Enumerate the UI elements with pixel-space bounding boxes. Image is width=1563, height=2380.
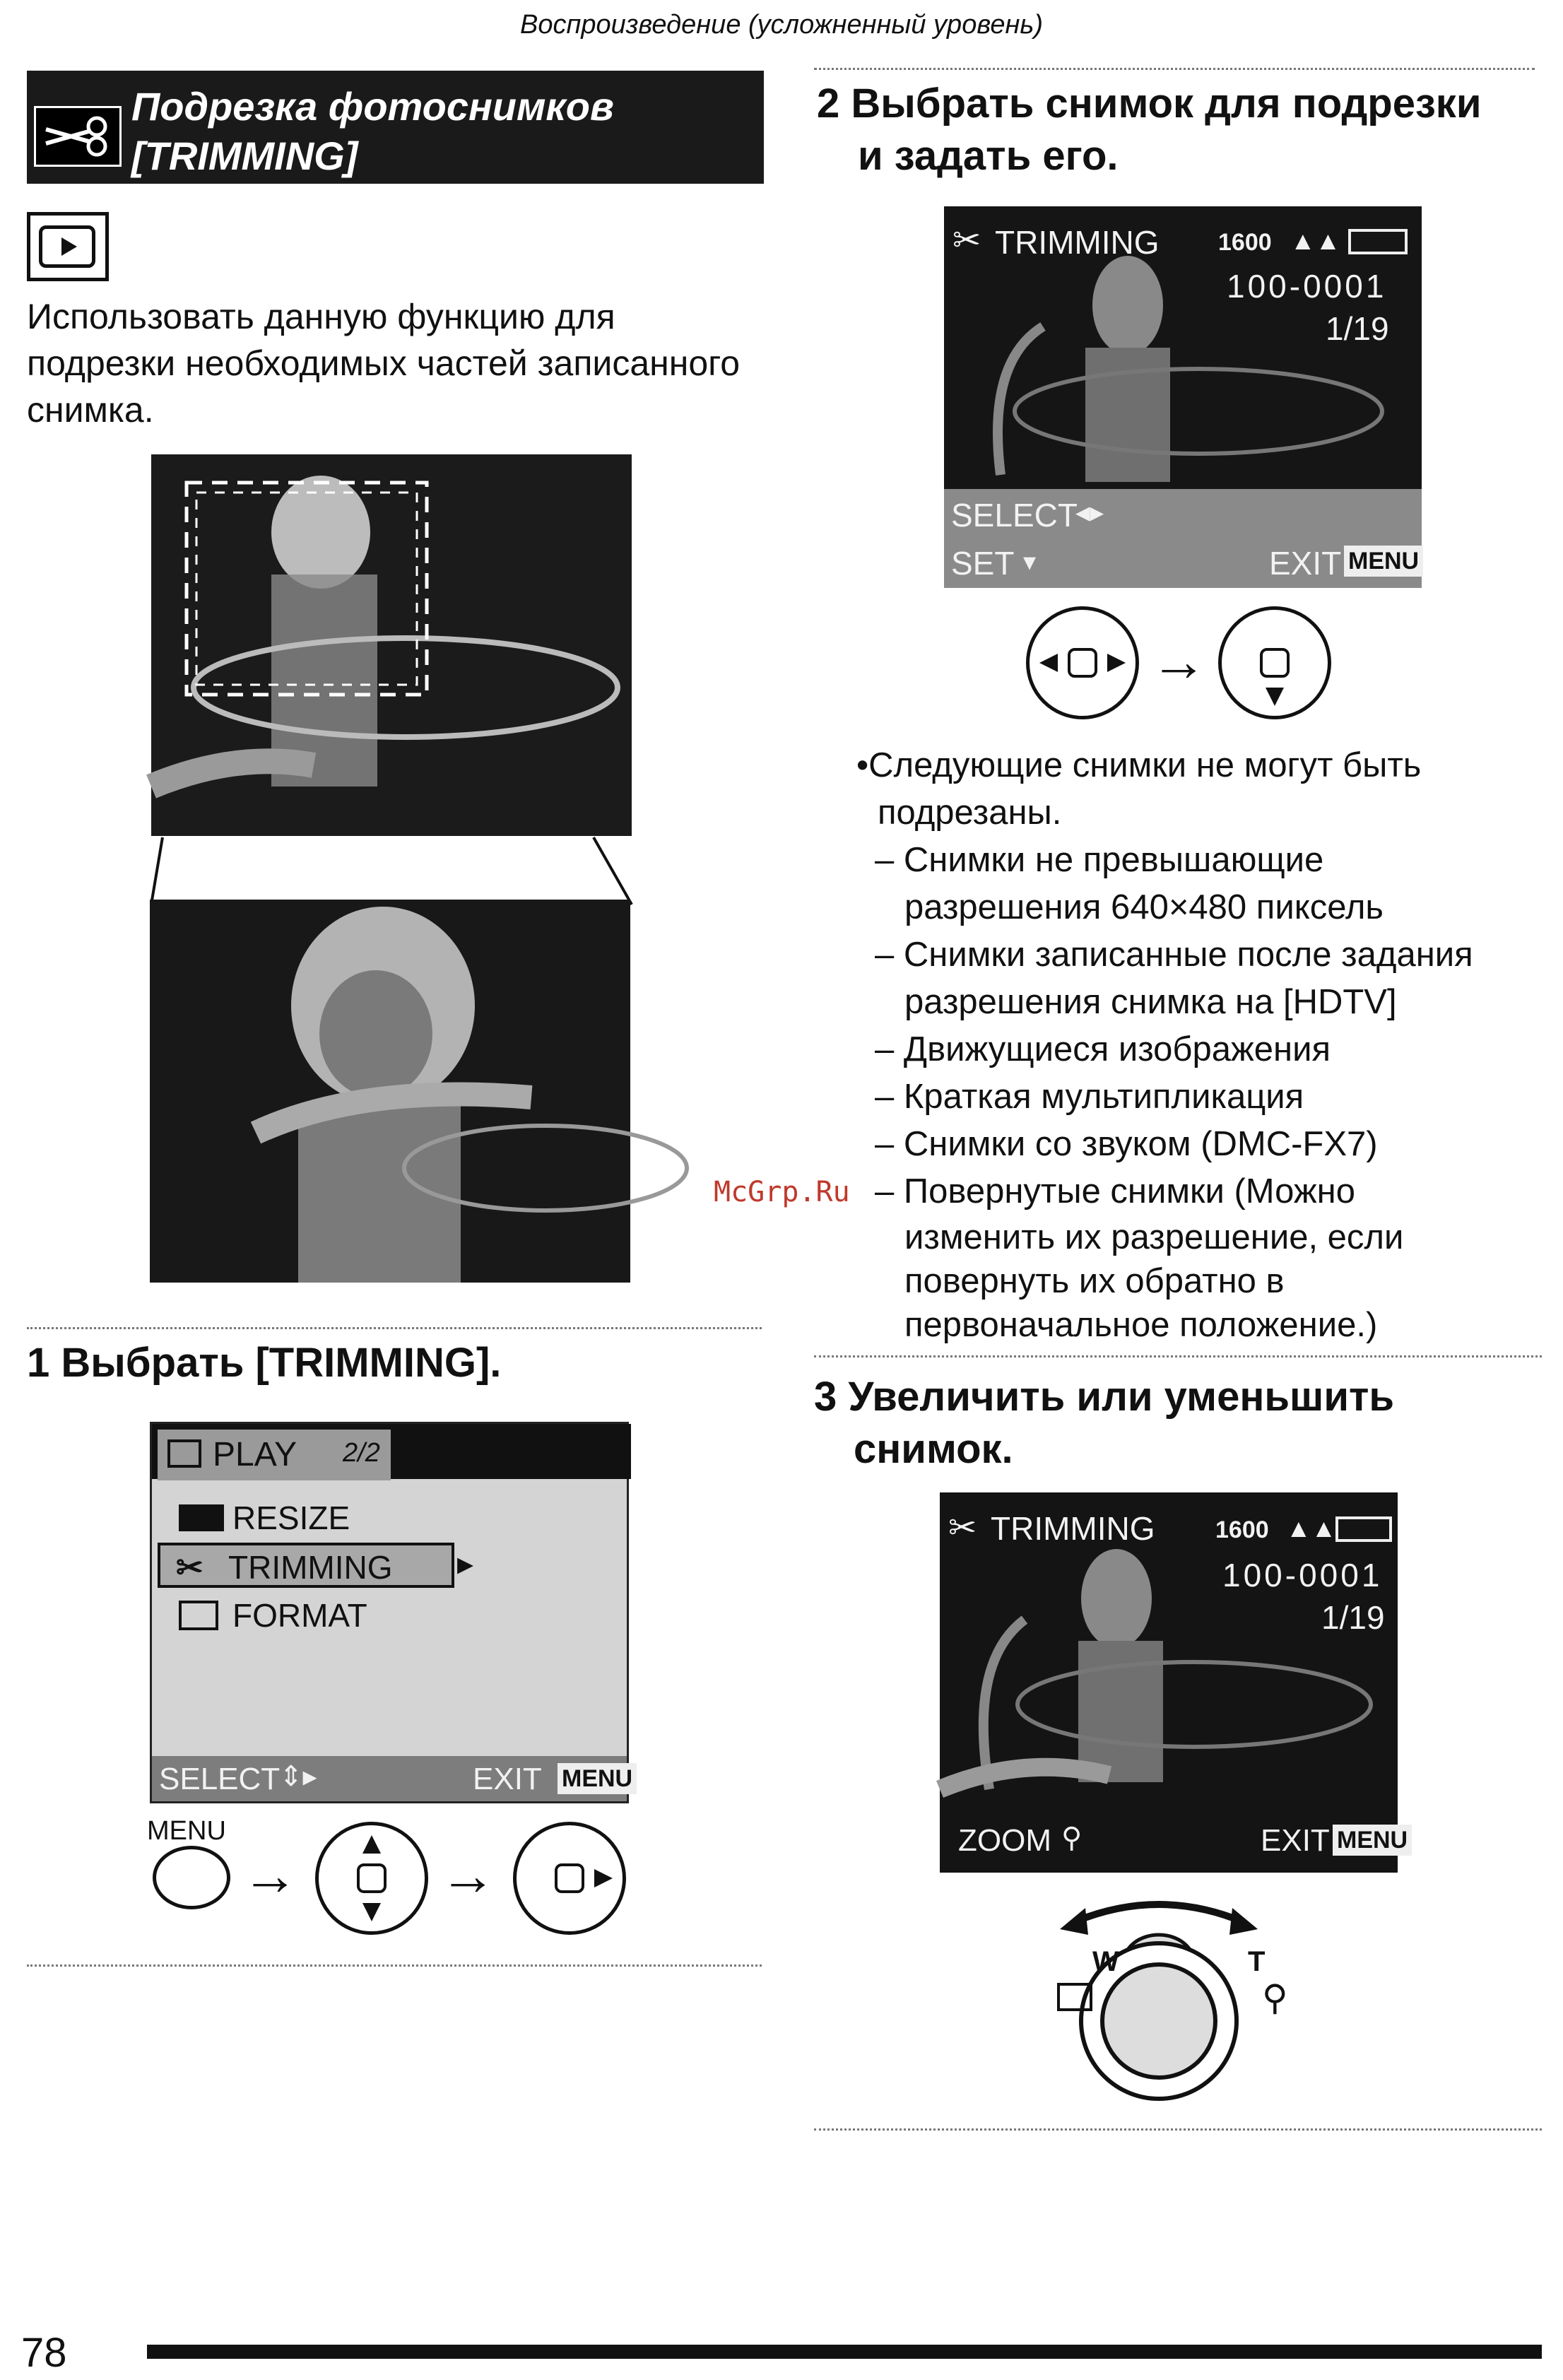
list-item: – Движущиеся изображения [875,1030,1331,1068]
dpad-left-right[interactable] [1026,606,1139,719]
playback-mode-icon [27,212,109,281]
menu-badge: MENU [558,1763,637,1794]
section-banner [27,71,764,184]
arrow-right-icon: → [1150,630,1207,693]
step1-heading [27,1337,501,1389]
step2-number: 2 [817,81,840,126]
resolution-label: 1600 [1215,1516,1269,1543]
quality-icon: ▲▲ [1286,1514,1337,1543]
file-number: 100-0001 [1222,1557,1383,1593]
list-item-cont: повернуть их обратно в [904,1262,1285,1300]
menu-item-resize[interactable] [158,1495,582,1537]
screen-footer-bar [944,489,1422,588]
image-count: 1/19 [1321,1599,1385,1636]
resolution-label: 1600 [1218,229,1272,256]
mode-label: TRIMMING [995,224,1160,261]
divider [814,1355,1542,1357]
camera-screen-menu [150,1422,633,1803]
exit-label: EXIT [1269,545,1342,582]
leftright-arrows-icon: ◂▸ [1075,497,1104,528]
step2-title-cont: и задать его. [858,133,1119,179]
arrow-right-icon: → [242,1844,298,1907]
submenu-arrow-icon: ▸ [457,1545,474,1581]
notes-list [856,742,1556,1347]
step1-title: Выбрать [TRIMMING]. [61,1340,502,1386]
file-number: 100-0001 [1227,268,1387,305]
menu-item-label: FORMAT [232,1597,367,1634]
divider [814,68,1535,70]
exit-label: EXIT [473,1762,542,1796]
menu-item-format[interactable] [158,1593,582,1636]
list-item-cont: разрешения снимка на [HDTV] [904,983,1397,1021]
list-item-cont: изменить их разрешение, если [904,1218,1404,1256]
exit-label: EXIT [1261,1823,1330,1858]
resize-icon [179,1504,224,1531]
menu-badge: MENU [1333,1825,1412,1856]
list-item-cont: разрешения 640×480 пиксель [904,888,1384,926]
step3-title-cont: снимок. [854,1426,1013,1472]
list-item-cont: первоначальное положение.) [904,1306,1378,1344]
scissors-icon: ✂ [952,222,981,259]
dpad-down[interactable] [1218,606,1331,719]
page-number: 78 [21,2330,67,2376]
divider [27,1964,762,1967]
dpad-up-down[interactable] [315,1822,428,1935]
battery-icon [1335,1516,1392,1542]
menu-button[interactable] [153,1846,230,1909]
lever-w-label: W [1092,1946,1119,1977]
list-item: – Краткая мультипликация [875,1078,1304,1116]
select-label: SELECT [159,1762,281,1796]
step2-heading [817,78,1481,182]
footer-rule [147,2345,1542,2359]
menu-item-trimming[interactable] [158,1543,454,1588]
menu-item-label: TRIMMING [228,1549,393,1586]
set-label: SET [951,545,1015,582]
running-header: Воспроизведение (усложненный уровень) [519,10,1044,40]
camera-screen-zoom [940,1492,1408,1873]
section-subtitle: [TRIMMING] [131,134,358,178]
magnifier-icon: ⚲ [1061,1822,1083,1854]
step3-heading [814,1371,1394,1475]
page-indicator: 2/2 [343,1438,380,1468]
arrow-right-icon: → [440,1844,496,1907]
mode-label: TRIMMING [991,1510,1155,1547]
tele-magnifier-icon: ⚲ [1262,1978,1288,2017]
step3-title: Увеличить или уменьшить [848,1374,1395,1420]
tab-label: PLAY [213,1436,297,1473]
scissors-icon: ✂ [948,1509,977,1547]
down-arrow-icon: ▾ [1023,547,1037,576]
divider [814,2128,1542,2131]
list-item: – Снимки не превышающие [875,841,1324,879]
zoom-label: ZOOM [958,1823,1051,1858]
watermark: McGrp.Ru [714,1176,850,1208]
step2-title: Выбрать снимок для подрезки [851,81,1482,126]
battery-icon [1348,229,1408,254]
list-item: – Снимки записанные после задания [875,936,1473,974]
scissors-icon [34,106,122,167]
section-title: Подрезка фотоснимков [131,84,614,129]
list-item: – Снимки со звуком (DMC-FX7) [875,1125,1378,1163]
dpad-right[interactable] [513,1822,626,1935]
menu-badge: MENU [1344,546,1423,577]
notes-lead-cont: подрезаны. [878,794,1062,832]
divider [27,1327,762,1329]
wide-grid-icon [1057,1983,1092,2011]
play-icon [167,1439,201,1468]
quality-icon: ▲▲ [1290,226,1341,255]
updown-arrows-icon: ⇕▸ [279,1761,317,1792]
list-item: – Повернутые снимки (Можно [875,1172,1355,1210]
format-icon [179,1601,218,1630]
lever-t-label: T [1248,1946,1266,1977]
notes-lead: •Следующие снимки не могут быть [856,746,1422,784]
menu-button-label: MENU [147,1816,226,1846]
step1-number: 1 [27,1340,50,1386]
image-count: 1/19 [1326,310,1389,347]
select-label: SELECT [951,497,1078,534]
camera-screen-select [944,206,1422,588]
example-photo-trimmed [150,900,630,1283]
scissors-icon: ✂ [176,1549,204,1586]
step3-number: 3 [814,1374,837,1420]
tab-play[interactable] [158,1430,391,1480]
intro-text: Использовать данную функцию для подрезки необходимых частей записанного снимка. [27,297,741,430]
menu-item-label: RESIZE [232,1500,350,1536]
screen-footer-bar [152,1756,633,1801]
example-photo-original [151,454,632,836]
